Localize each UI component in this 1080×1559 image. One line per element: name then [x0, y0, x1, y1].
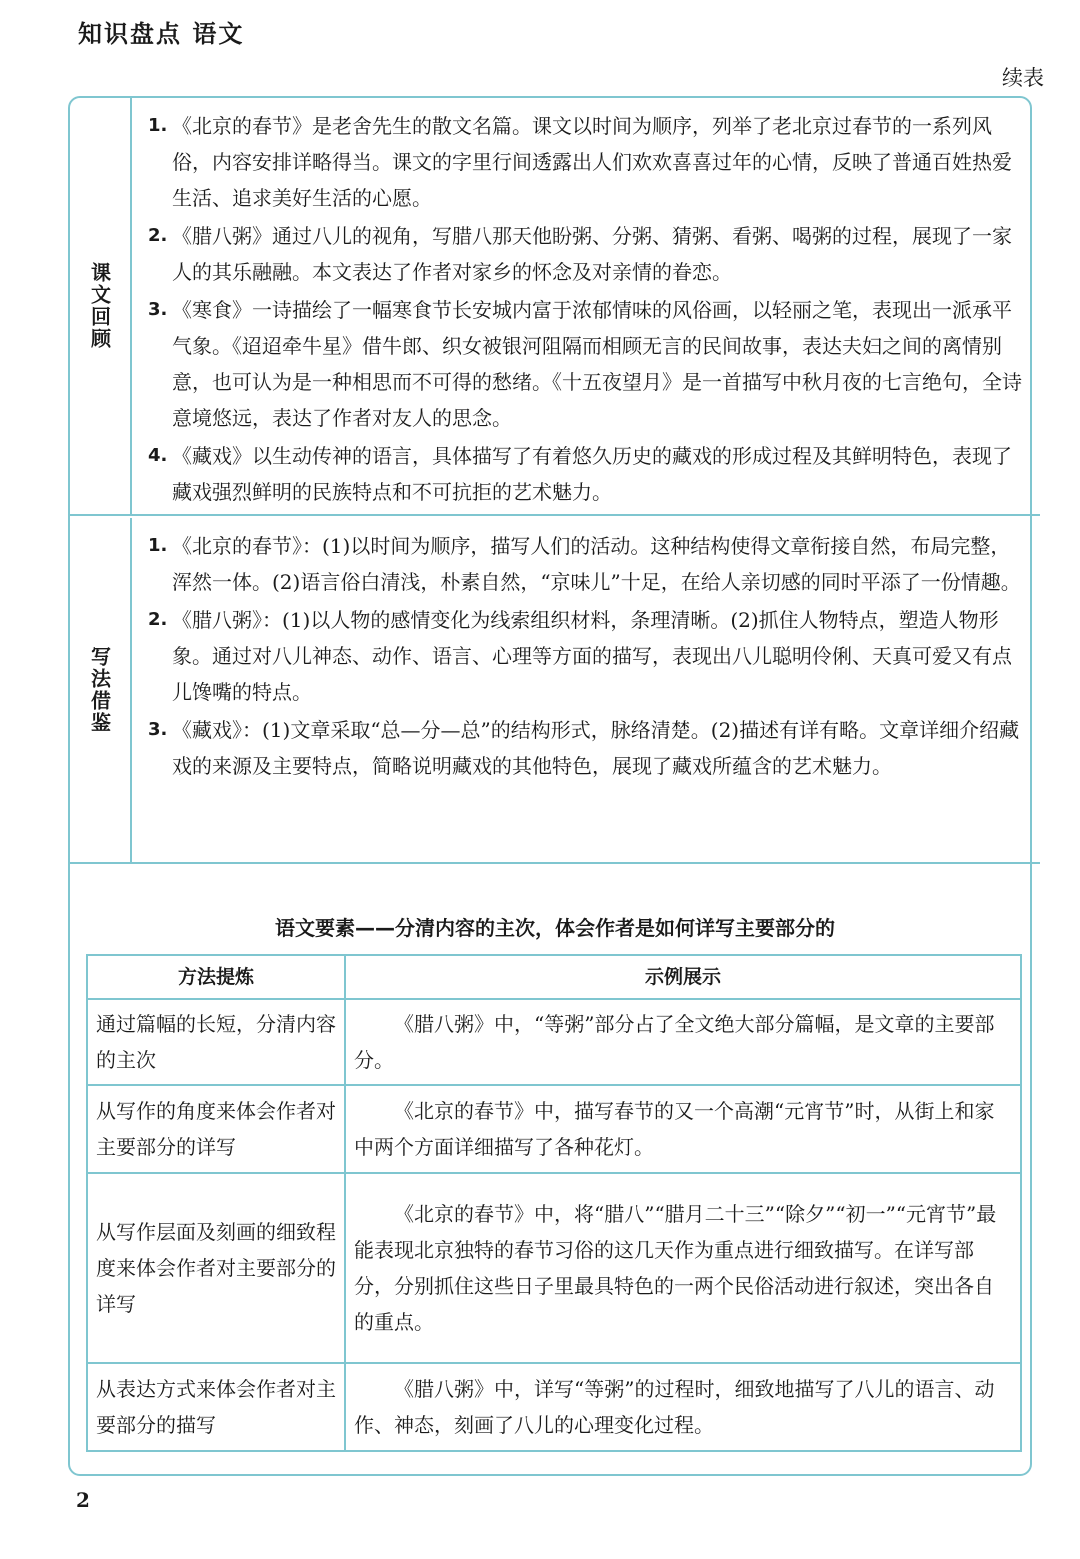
table-row — [87, 1363, 1021, 1451]
item-number: 1. — [148, 535, 168, 556]
list-item — [148, 438, 1026, 510]
item-number: 3. — [148, 719, 168, 740]
item-number: 1. — [148, 115, 168, 136]
section-body — [148, 108, 1026, 512]
item-number: 2. — [148, 609, 168, 630]
item-text: 《藏戏》：(1)文章采取“总—分—总”的结构形式，脉络清楚。(2)描述有详有略。文章详细介绍藏戏的来源及主要特点，简略说明藏戏的其他特色，展现了藏戏所蕴含的艺术魅力。 — [172, 718, 1020, 778]
methods-table — [86, 954, 1022, 1452]
list-item — [148, 108, 1026, 216]
language-element-title: 语文要素——分清内容的主次，体会作者是如何详写主要部分的 — [275, 916, 835, 940]
list-item — [148, 602, 1026, 710]
table-row — [87, 999, 1021, 1085]
column-header-example: 示例展示 — [345, 955, 1021, 999]
item-text: 《腊八粥》通过八儿的视角，写腊八那天他盼粥、分粥、猜粥、看粥、喝粥的过程，展现了一家人的其乐融融。本文表达了作者对家乡的怀念及对亲情的眷恋。 — [172, 224, 1012, 284]
example-cell: 《北京的春节》中，描写春节的又一个高潮“元宵节”时，从街上和家中两个方面详细描写了各种花灯。 — [345, 1085, 1021, 1173]
list-item — [148, 292, 1026, 436]
column-header-method: 方法提炼 — [87, 955, 345, 999]
section-writing-methods — [70, 518, 1040, 864]
item-text: 《北京的春节》是老舍先生的散文名篇。课文以时间为顺序，列举了老北京过春节的一系列风俗，内容安排详略得当。课文的字里行间透露出人们欢欢喜喜过年的心情，反映了普通百姓热爱生活、追求美好生活的心愿。 — [172, 114, 1012, 210]
list-item — [148, 712, 1026, 784]
method-cell: 通过篇幅的长短，分清内容的主次 — [87, 999, 345, 1085]
page-number: 2 — [76, 1488, 90, 1512]
example-cell: 《北京的春节》中，将“腊八”“腊月二十三”“除夕”“初一”“元宵节”最能表现北京独特的春节习俗的这几天作为重点进行细致描写。在详写部分，分别抓住这些日子里最具特色的一两个民俗活动进行叙述，突出各自的重点。 — [345, 1173, 1021, 1363]
method-cell: 从写作层面及刻画的细致程度来体会作者对主要部分的详写 — [87, 1173, 345, 1363]
section-body — [148, 528, 1026, 786]
item-text: 《藏戏》以生动传神的语言，具体描写了有着悠久历史的藏戏的形成过程及其鲜明特色，表现了藏戏强烈鲜明的民族特点和不可抗拒的艺术魅力。 — [172, 444, 1012, 504]
method-cell: 从写作的角度来体会作者对主要部分的详写 — [87, 1085, 345, 1173]
table-row — [87, 1173, 1021, 1363]
section-label: 课文回顾 — [87, 262, 112, 350]
section-label-cell — [70, 98, 132, 514]
page-header-title: 知识盘点 语文 — [78, 20, 245, 48]
item-number: 4. — [148, 445, 168, 466]
section-label: 写法借鉴 — [87, 646, 112, 734]
table-row — [87, 1085, 1021, 1173]
continued-label: 续表 — [1002, 66, 1044, 90]
item-text: 《腊八粥》：(1)以人物的感情变化为线索组织材料，条理清晰。(2)抓住人物特点，塑造人物形象。通过对八儿神态、动作、语言、心理等方面的描写，表现出八儿聪明伶俐、天真可爱又有点儿馋嘴的特点。 — [172, 608, 1012, 704]
example-cell: 《腊八粥》中，详写“等粥”的过程时，细致地描写了八儿的语言、动作、神态，刻画了八儿的心理变化过程。 — [345, 1363, 1021, 1451]
item-number: 2. — [148, 225, 168, 246]
method-cell: 从表达方式来体会作者对主要部分的描写 — [87, 1363, 345, 1451]
item-number: 3. — [148, 299, 168, 320]
item-text: 《北京的春节》：(1)以时间为顺序，描写人们的活动。这种结构使得文章衔接自然，布局完整，浑然一体。(2)语言俗白清浅，朴素自然，“京味儿”十足，在给人亲切感的同时平添了一份情趣。 — [172, 534, 1021, 594]
section-text-review — [70, 98, 1040, 516]
list-item — [148, 528, 1026, 600]
item-text: 《寒食》一诗描绘了一幅寒食节长安城内富于浓郁情味的风俗画，以轻丽之笔，表现出一派承平气象。《迢迢牵牛星》借牛郎、织女被银河阻隔而相顾无言的民间故事，表达夫妇之间的离情别意，也可认为是一种相思而不可得的愁绪。《十五夜望月》是一首描写中秋月夜的七言绝句，全诗意境悠远，表达了作者对友人的思念。 — [172, 298, 1022, 430]
table-header-row — [87, 955, 1021, 999]
example-cell: 《腊八粥》中，“等粥”部分占了全文绝大部分篇幅，是文章的主要部分。 — [345, 999, 1021, 1085]
section-label-cell — [70, 518, 132, 862]
list-item — [148, 218, 1026, 290]
